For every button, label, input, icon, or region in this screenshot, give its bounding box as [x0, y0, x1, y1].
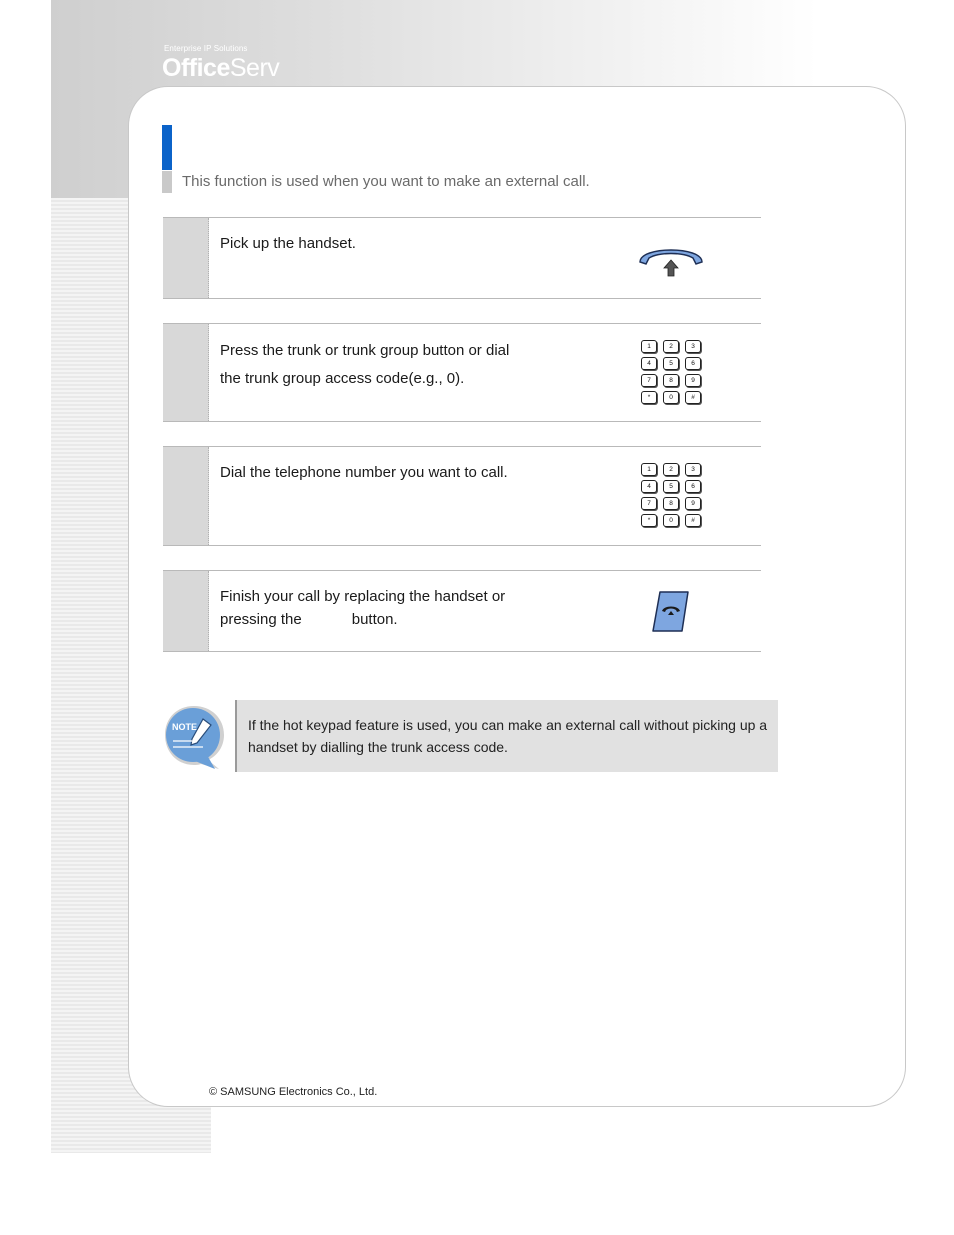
keypad-key: 8: [663, 497, 679, 510]
note-icon: [163, 703, 227, 776]
end-call-button-icon: [651, 589, 691, 640]
keypad-key: 6: [685, 357, 701, 370]
step-number-cell: [163, 571, 209, 651]
step-1: [163, 217, 761, 299]
keypad-key: 9: [685, 497, 701, 510]
svg-text:NOTE: NOTE: [172, 722, 198, 732]
keypad-key: 0: [663, 514, 679, 527]
step-text-line: pressing the button.: [220, 611, 398, 628]
keypad-key: *: [641, 391, 657, 404]
keypad-key: #: [685, 391, 701, 404]
keypad-key: #: [685, 514, 701, 527]
step-2: [163, 323, 761, 422]
keypad-key: 1: [641, 463, 657, 476]
keypad-key: 5: [663, 357, 679, 370]
step-number-cell: [163, 218, 209, 298]
brand-tagline: Enterprise IP Solutions: [164, 44, 248, 53]
keypad-key: 3: [685, 463, 701, 476]
step-number-cell: [163, 324, 209, 421]
step-3: [163, 446, 761, 546]
keypad-key: *: [641, 514, 657, 527]
step-text: Dial the telephone number you want to call.: [220, 464, 508, 481]
keypad-key: 6: [685, 480, 701, 493]
keypad-key: 4: [641, 480, 657, 493]
keypad-key: 7: [641, 497, 657, 510]
dial-keypad-icon: [641, 340, 701, 404]
intro-marker: [162, 171, 172, 193]
step-number-cell: [163, 447, 209, 545]
keypad-key: 5: [663, 480, 679, 493]
keypad-key: 2: [663, 340, 679, 353]
handset-lift-icon: [637, 240, 705, 283]
keypad-key: 1: [641, 340, 657, 353]
footer-copyright: © SAMSUNG Electronics Co., Ltd.: [209, 1086, 378, 1098]
step-text-line: Press the trunk or trunk group button or dial: [220, 342, 510, 359]
step-text-line: Finish your call by replacing the handset or: [220, 588, 506, 605]
note-text: If the hot keypad feature is used, you can make an external call without picking up a handset by dialling the trunk access code.: [248, 717, 768, 755]
keypad-key: 4: [641, 357, 657, 370]
intro-text: This function is used when you want to make an external call.: [182, 173, 590, 190]
step-4: [163, 570, 761, 652]
step-text: [220, 585, 505, 631]
keypad-key: 9: [685, 374, 701, 387]
dial-keypad-icon: [641, 463, 701, 527]
note-box: [235, 700, 778, 772]
step-text: [220, 337, 509, 393]
officeserv-logo: OfficeServ: [162, 54, 280, 82]
keypad-key: 2: [663, 463, 679, 476]
keypad-key: 8: [663, 374, 679, 387]
keypad-key: 3: [685, 340, 701, 353]
step-text-line: the trunk group access code(e.g., 0).: [220, 370, 465, 387]
keypad-key: 7: [641, 374, 657, 387]
step-text: Pick up the handset.: [220, 235, 356, 252]
section-title-marker: [162, 125, 172, 170]
keypad-key: 0: [663, 391, 679, 404]
